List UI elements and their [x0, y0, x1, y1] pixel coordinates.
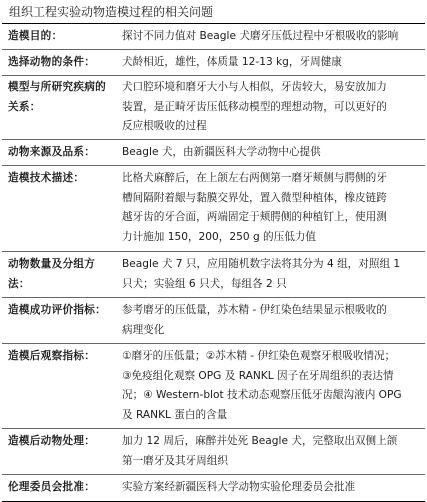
info-table	[2, 23, 425, 502]
table-row	[2, 475, 425, 501]
table-caption: 组织工程实验动物造模过程的相关问题	[9, 5, 214, 19]
row-label-ethics: 伦理委员会批准：	[8, 481, 96, 493]
row-label-success-criteria: 造模成功评价指标：	[8, 304, 107, 316]
table-row	[2, 76, 425, 140]
row-label-observation: 造模后观察指标：	[8, 350, 96, 362]
row-value-observation: ①磨牙的压低量；②苏木精 - 伊红染色观察牙根吸收情况； ③免疫组化观察 OPG 及 RANKL 因子在牙周组织的表达情 况；④ Western-blot 技术动态观察压低牙齿龈沟液内 OPG 及 RANKL 蛋白的含量	[122, 350, 402, 421]
row-value-ethics: 实验方案经新疆医科大学动物实验伦理委员会批准	[122, 481, 356, 493]
row-label-grouping: 动物数量及分组方 法：	[8, 258, 96, 290]
table-row	[2, 429, 425, 475]
row-value-animal-source: Beagle 犬，由新疆医科大学动物中心提供	[122, 146, 321, 158]
table-row	[2, 344, 425, 429]
row-value-model-relation: 犬口腔环境和磨牙大小与人相似，牙齿较大，易安放加力 装置，是正畸牙齿压低移动模型的理想动物，可以更好的 反应根吸收的过程	[122, 81, 387, 132]
row-value-grouping: Beagle 犬 7 只，应用随机数字法将其分为 4 组，对照组 1 只犬；实验组 6 只犬，每组各 2 只	[122, 258, 401, 290]
table-row	[2, 50, 425, 76]
row-value-purpose: 探讨不同力值对 Beagle 犬磨牙压低过程中牙根吸收的影响	[122, 30, 399, 42]
row-value-animal-conditions: 犬龄相近，雄性，体质量 12-13 kg，牙周健康	[122, 56, 342, 68]
table-row	[2, 252, 425, 298]
row-value-post-treatment: 加力 12 周后，麻醉并处死 Beagle 犬，完整取出双侧上颌 第一磨牙及其牙周组织	[122, 435, 398, 467]
table-row	[2, 298, 425, 344]
row-label-purpose: 造模目的：	[8, 30, 63, 42]
table-row	[2, 24, 425, 50]
row-value-success-criteria: 参考磨牙的压低量，苏木精 - 伊红染色结果显示根吸收的 病理变化	[122, 304, 387, 336]
row-label-post-treatment: 造模后动物处理：	[8, 435, 96, 447]
table-row	[2, 166, 425, 252]
row-label-animal-conditions: 选择动物的条件：	[8, 56, 96, 68]
table-row	[2, 140, 425, 166]
row-value-technique: 比格犬麻醉后，在上颌左右两侧第一磨牙颊侧与腭侧的牙 槽间隔附着龈与黏膜交界处，置入微型种植体，橡皮链跨 越牙齿的牙合面，两端固定于颊腭侧的种植钉上，使用测 力计施加 150，200，250 g 的压低力值	[122, 172, 387, 243]
row-label-animal-source: 动物来源及品系：	[8, 146, 96, 158]
row-label-model-relation: 模型与所研究疾病的 关系：	[8, 81, 107, 113]
row-label-technique: 造模技术描述：	[8, 172, 85, 184]
